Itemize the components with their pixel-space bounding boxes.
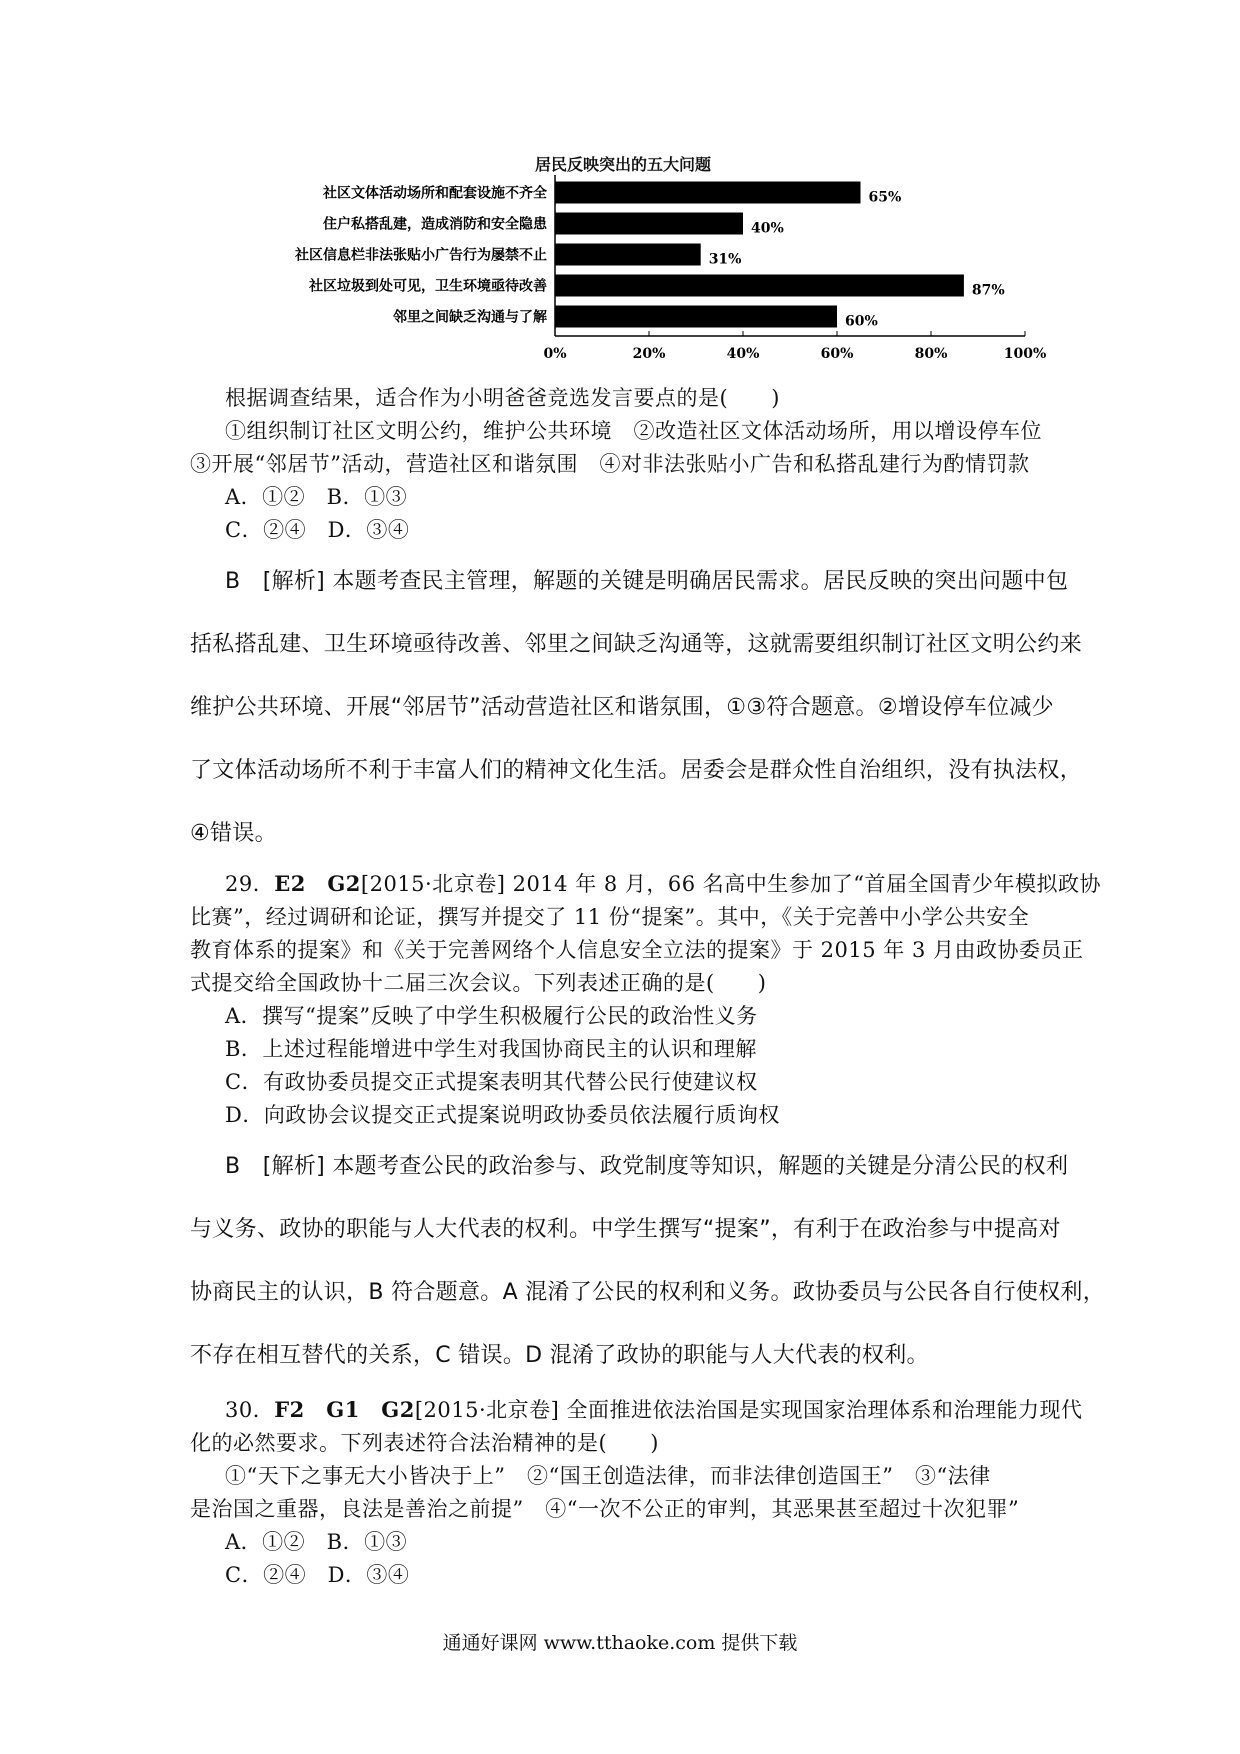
q30-choices-line-2: C．②④ D．③④: [225, 1563, 410, 1587]
x-tick-label: 0%: [543, 346, 567, 362]
q29-option-c: C．有政协委员提交正式提案表明其代替公民行使建议权: [225, 1070, 758, 1094]
q29-option-a: A．撰写“提案”反映了中学生积极履行公民的政治性义务: [225, 1004, 758, 1028]
q30-number: 30．: [225, 1398, 275, 1422]
chart-title: 居民反映突出的五大问题: [535, 155, 712, 174]
bar: [555, 244, 701, 266]
q29-analysis-line-4: 不存在相互替代的关系，C 错误。D 混淆了政协的职能与人大代表的权利。: [190, 1343, 929, 1368]
q28-analysis-line-1: B [解析] 本题考查民主管理，解题的关键是明确居民需求。居民反映的突出问题中包: [225, 569, 1069, 594]
q29-tags: E2 G2: [274, 871, 361, 896]
data-label: 65%: [868, 189, 902, 206]
q28-analysis-line-4: 了文体活动场所不利于丰富人们的精神文化生活。居委会是群众性自治组织，没有执法权，: [190, 758, 1083, 783]
data-label: 40%: [751, 220, 784, 237]
category-label: 住户私搭乱建，造成消防和安全隐患: [323, 216, 547, 233]
q30-tags: F2 G1 G2: [274, 1397, 415, 1422]
q30-options-line-2: 是治国之重器，良法是善治之前提” ④“一次不公正的审判，其恶果甚至超过十次犯罪”: [190, 1497, 1020, 1521]
q29-line-3: 教育体系的提案》和《关于完善网络个人信息安全立法的提案》于 2015 年 3 月由政协委员正: [190, 938, 1084, 962]
q30-source: [2015·北京卷] 全面推进依法治国是实现国家治理体系和治理能力现代: [414, 1398, 1083, 1422]
q29-line-2: 比赛”，经过调研和论证，撰写并提交了 11 份“提案”。其中，《关于完善中小学公共安全: [190, 905, 1030, 929]
data-label: 60%: [845, 313, 878, 330]
q30-choices-line-1: A．①② B．①③: [225, 1530, 408, 1554]
bar-chart: [220, 175, 1060, 375]
x-tick-label: 20%: [632, 346, 666, 362]
category-label: 社区文体活动场所和配套设施不齐全: [323, 185, 547, 202]
q29-option-d: D．向政协会议提交正式提案说明政协委员依法履行质询权: [225, 1103, 780, 1127]
q28-options-line-1: ①组织制订社区文明公约，维护公共环境 ②改造社区文体活动场所，用以增设停车位: [225, 419, 1042, 443]
q28-options-line-2: ③开展“邻居节”活动，营造社区和谐氛围 ④对非法张贴小广告和私搭乱建行为酌情罚款: [190, 452, 1030, 476]
q29-analysis-line-1: B [解析] 本题考查公民的政治参与、政党制度等知识，解题的关键是分清公民的权利: [225, 1154, 1069, 1179]
q30-line-2: 化的必然要求。下列表述符合法治精神的是( ): [190, 1431, 659, 1455]
q29-number: 29．: [225, 872, 275, 896]
footer-text: 通通好课网 www.tthaoke.com 提供下载: [442, 1632, 798, 1654]
q30-options-line-1: ①“天下之事无大小皆决于上” ②“国王创造法律，而非法律创造国王” ③“法律: [225, 1464, 991, 1488]
category-label: 社区信息栏非法张贴小广告行为屡禁不止: [295, 247, 547, 264]
bar: [555, 275, 964, 297]
bar: [555, 213, 743, 235]
q28-analysis-line-2: 括私搭乱建、卫生环境亟待改善、邻里之间缺乏沟通等，这就需要组织制订社区文明公约来: [190, 632, 1083, 657]
bar: [555, 306, 837, 328]
q29-analysis-line-2: 与义务、政协的职能与人大代表的权利。中学生撰写“提案”，有利于在政治参与中提高对: [190, 1217, 1061, 1242]
q28-analysis-line-3: 维护公共环境、开展“邻居节”活动营造社区和谐氛围，①③符合题意。②增设停车位减少: [190, 695, 1054, 720]
q29-option-b: B．上述过程能增进中学生对我国协商民主的认识和理解: [225, 1037, 757, 1061]
x-tick-label: 60%: [820, 346, 854, 362]
q30-line-1: [225, 1394, 1083, 1424]
q29-line-1: [225, 868, 1101, 898]
category-label: 邻里之间缺乏沟通与了解: [393, 309, 547, 326]
q28-choices-line-2: C．②④ D．③④: [225, 518, 410, 542]
q28-analysis-line-5: ④错误。: [190, 821, 277, 846]
category-label: 社区垃圾到处可见，卫生环境亟待改善: [309, 278, 547, 295]
data-label: 31%: [708, 251, 742, 268]
x-tick-label: 80%: [914, 346, 948, 362]
x-tick-label: 40%: [726, 346, 760, 362]
q28-stem: 根据调查结果，适合作为小明爸爸竞选发言要点的是( ): [225, 386, 780, 410]
q29-line-4: 式提交给全国政协十二届三次会议。下列表述正确的是( ): [190, 971, 767, 995]
x-tick-label: 100%: [1003, 346, 1047, 362]
q28-choices-line-1: A．①② B．①③: [225, 485, 408, 509]
q29-source: [2015·北京卷] 2014 年 8 月，66 名高中生参加了“首届全国青少年模拟政协: [360, 872, 1102, 896]
bar: [555, 182, 861, 204]
data-label: 87%: [971, 282, 1005, 299]
q29-analysis-line-3: 协商民主的认识，B 符合题意。A 混淆了公民的权利和义务。政协委员与公民各自行使权利，: [190, 1280, 1106, 1305]
